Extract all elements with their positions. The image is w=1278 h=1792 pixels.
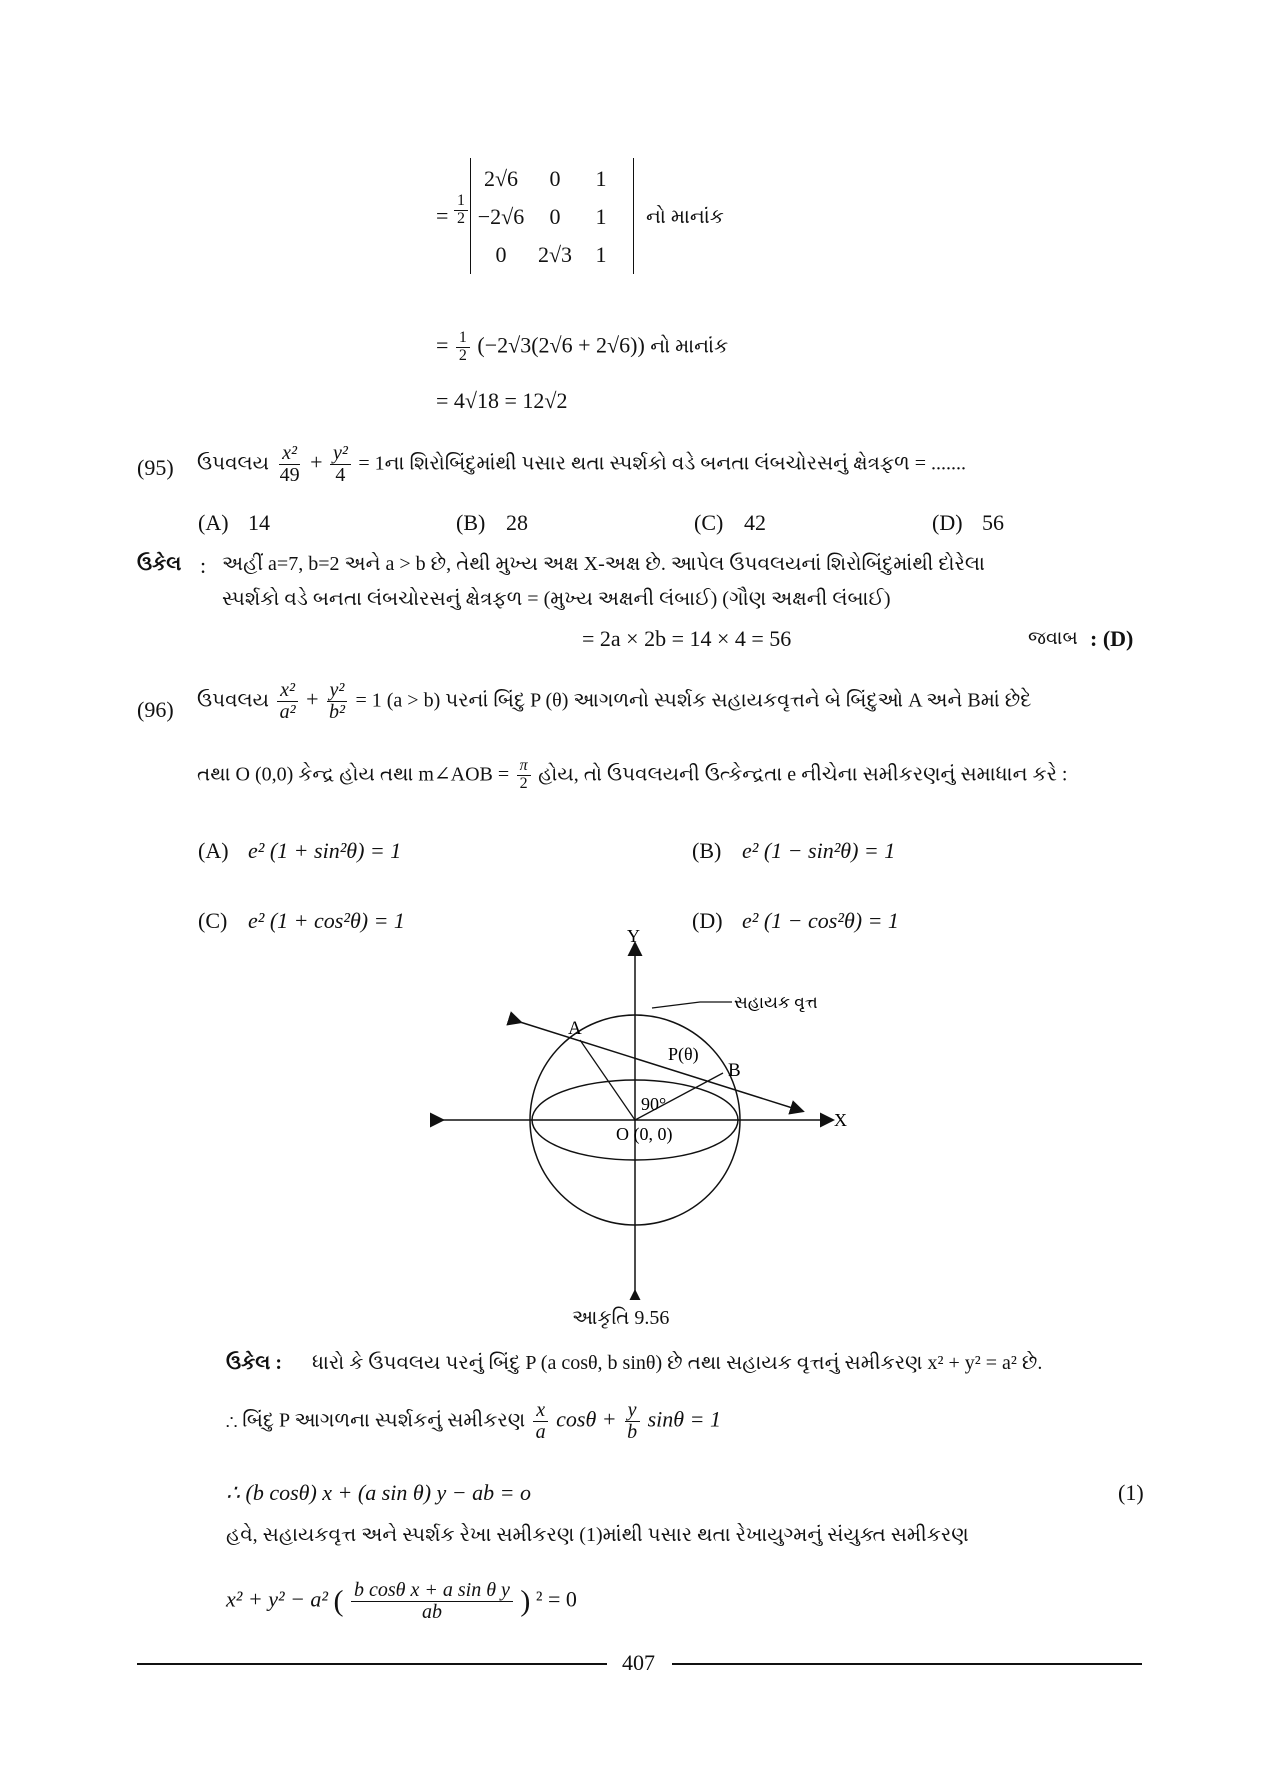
page-number: 407 — [622, 1650, 655, 1675]
q96-option-c — [198, 908, 405, 934]
sol96-line5-b: ² = 0 — [535, 1586, 577, 1612]
q95-option-c-value: 42 — [744, 510, 766, 535]
sol96-big-num: b cosθ x + a sin θ y — [351, 1580, 513, 1602]
det-eq: = — [436, 203, 449, 228]
q95-option-c — [694, 510, 766, 536]
m23: 1 — [595, 204, 607, 229]
q96-option-b — [692, 838, 895, 864]
det-line2 — [436, 330, 728, 365]
q95-f1-num: x² — [279, 443, 300, 465]
sol96-line4: હવે, સહાયકવૃત્ત અને સ્પર્શક રેખા સમીકરણ (1)માંથી પસાર થતા રેખાયુગ્મનું સંયુક્ત સમીકરણ — [226, 1524, 969, 1546]
q96-pi-den: 2 — [519, 774, 528, 792]
footer-rule-left — [137, 1663, 607, 1665]
det-line2-mid: (−2√3(2√6 + 2√6)) — [477, 332, 645, 358]
q96-plus: + — [306, 686, 319, 712]
sol96-line2 — [226, 1400, 721, 1443]
q95-option-b-label: (B) — [456, 510, 486, 535]
q95-option-a — [198, 510, 270, 536]
left-paren-icon: ( — [333, 1584, 344, 1618]
label-x-axis: X — [834, 1110, 847, 1130]
q95-f1-den: 49 — [279, 464, 300, 486]
det-suffix: નો માનાંક — [646, 206, 724, 228]
sol96-f1-den: a — [535, 1421, 546, 1443]
label-a: A — [568, 1018, 582, 1039]
sol96-line3: ∴ (b cosθ) x + (a sin θ) y − ab = o — [226, 1480, 531, 1505]
q96-line2 — [197, 758, 1068, 793]
q96-option-a-value: e² (1 + sin²θ) = 1 — [248, 838, 402, 863]
m31: 0 — [495, 242, 507, 267]
q95-plus: + — [310, 449, 323, 475]
q95-option-c-label: (C) — [694, 510, 724, 535]
sol95-answer-label: જવાબ — [1028, 628, 1078, 649]
q96-f2-den: b² — [328, 701, 345, 723]
q95-f2-den: 4 — [335, 464, 346, 486]
sol96-f2-num: y — [625, 1400, 640, 1422]
q95-tail: = 1ના શિરોબિંદુમાંથી પસાર થતા સ્પર્શકો વડે બનતા લંબચોરસનું ક્ષેત્રફળ = ....... — [358, 452, 967, 475]
q96-option-c-label: (C) — [198, 908, 228, 933]
q96-option-a-label: (A) — [198, 838, 229, 863]
m32: 2√3 — [537, 242, 573, 267]
sol96-line5-a: x² + y² − a² — [226, 1586, 329, 1612]
sol96-eq-number: (1) — [1118, 1480, 1144, 1505]
sol96-line5 — [226, 1580, 577, 1623]
label-origin: O (0, 0) — [616, 1124, 673, 1144]
m13: 1 — [595, 166, 607, 191]
half-num: 1 — [454, 193, 468, 211]
sol96-label: ઉકેલ : — [226, 1352, 283, 1374]
det-line2-half-num: 1 — [456, 330, 470, 348]
det-line2-suffix: નો માનાંક — [650, 335, 729, 358]
q96-line1 — [197, 680, 1031, 723]
right-paren-icon: ) — [520, 1584, 531, 1618]
q96-part1: = 1 (a > b) પરનાં બિંદુ P (θ) આગળનો સ્પર્શક સહાયકવૃત્તને બે બિંદુઓ A અને Bમાં છેદે — [355, 689, 1032, 712]
label-b: B — [728, 1060, 741, 1081]
sol96-line2-a: ∴ બિંદુ P આગળના સ્પર્શકનું સમીકરણ — [226, 1409, 526, 1432]
q96-number: (96) — [137, 697, 174, 722]
q96-option-b-value: e² (1 − sin²θ) = 1 — [742, 838, 896, 863]
m11: 2√6 — [483, 166, 519, 191]
determinant-matrix — [470, 158, 634, 274]
q95-option-d-value: 56 — [982, 510, 1004, 535]
sol95-line1: અહીં a=7, b=2 અને a > b છે, તેથી મુખ્ય અક્ષ X-અક્ષ છે. આપેલ ઉપવલયનાં શિરોબિંદુમાંથી દોરેલા — [222, 553, 985, 575]
ellipse-figure — [430, 930, 870, 1300]
q95-option-a-value: 14 — [248, 510, 270, 535]
m33: 1 — [595, 242, 607, 267]
footer-rule-right — [672, 1663, 1142, 1665]
m21: −2√6 — [477, 204, 525, 229]
sol96-sin-part: sinθ = 1 — [647, 1406, 721, 1432]
sol96-line1: ધારો કે ઉપવલય પરનું બિંદુ P (a cosθ, b sinθ) છે તથા સહાયક વૃત્તનું સમીકરણ x² + y² = a² છે. — [312, 1352, 1043, 1374]
figure-caption: આકૃતિ 9.56 — [572, 1307, 670, 1329]
q96-line2-a: તથા O (0,0) કેન્દ્ર હોય તથા m∠AOB = — [197, 763, 510, 786]
q96-option-a — [198, 838, 401, 864]
det-line2-eq: = — [436, 332, 449, 358]
sol96-big-den: ab — [421, 1601, 442, 1623]
det-half — [452, 193, 470, 228]
label-angle: 90° — [641, 1094, 667, 1114]
q95-f2-num: y² — [330, 443, 351, 465]
q95-option-a-label: (A) — [198, 510, 229, 535]
q96-f2-num: y² — [327, 680, 348, 702]
sol95-answer: : (D) — [1090, 626, 1134, 651]
label-aux-circle: સહાયક વૃત્ત — [734, 993, 818, 1012]
q96-pi-num: π — [517, 758, 531, 776]
q96-f1-num: x² — [277, 680, 298, 702]
sol96-f1-num: x — [533, 1400, 548, 1422]
m12: 0 — [549, 166, 561, 191]
sol95-line2: સ્પર્શકો વડે બનતા લંબચોરસનું ક્ષેત્રફળ = (મુખ્ય અક્ષની લંબાઈ) (ગૌણ અક્ષની લંબાઈ) — [222, 588, 891, 610]
q95-option-b — [456, 510, 528, 536]
q96-f1-den: a² — [279, 701, 296, 723]
half-den: 2 — [457, 209, 465, 227]
m22: 0 — [549, 204, 561, 229]
sol96-cos-part: cosθ + — [556, 1406, 617, 1432]
q96-option-d-value: e² (1 − cos²θ) = 1 — [742, 908, 899, 933]
q96-lead: ઉપવલય — [197, 689, 270, 712]
sol95-line3: = 2a × 2b = 14 × 4 = 56 — [582, 626, 792, 651]
q95-option-b-value: 28 — [506, 510, 528, 535]
sol95-label: ઉકેલ — [137, 553, 182, 575]
q95-number: (95) — [137, 455, 174, 480]
q96-option-d-label: (D) — [692, 908, 723, 933]
q95-option-d-label: (D) — [932, 510, 963, 535]
sol95-colon: : — [200, 553, 207, 578]
det-line2-half-den: 2 — [458, 346, 467, 364]
q96-line2-b: હોય, તો ઉપવલયની ઉત્કેન્દ્રતા e નીચેના સમીકરણનું સમાધાન કરે : — [538, 763, 1068, 786]
q95-lead: ઉપવલય — [197, 452, 270, 475]
det-line3: = 4√18 = 12√2 — [436, 388, 568, 413]
q96-option-b-label: (B) — [692, 838, 722, 863]
sol96-f2-den: b — [627, 1421, 638, 1443]
q96-option-c-value: e² (1 + cos²θ) = 1 — [248, 908, 405, 933]
label-p: P(θ) — [668, 1044, 699, 1064]
label-y-axis: Y — [627, 930, 640, 946]
circle-label-leader — [652, 1002, 732, 1008]
q95-text — [197, 443, 966, 486]
q95-option-d — [932, 510, 1004, 536]
